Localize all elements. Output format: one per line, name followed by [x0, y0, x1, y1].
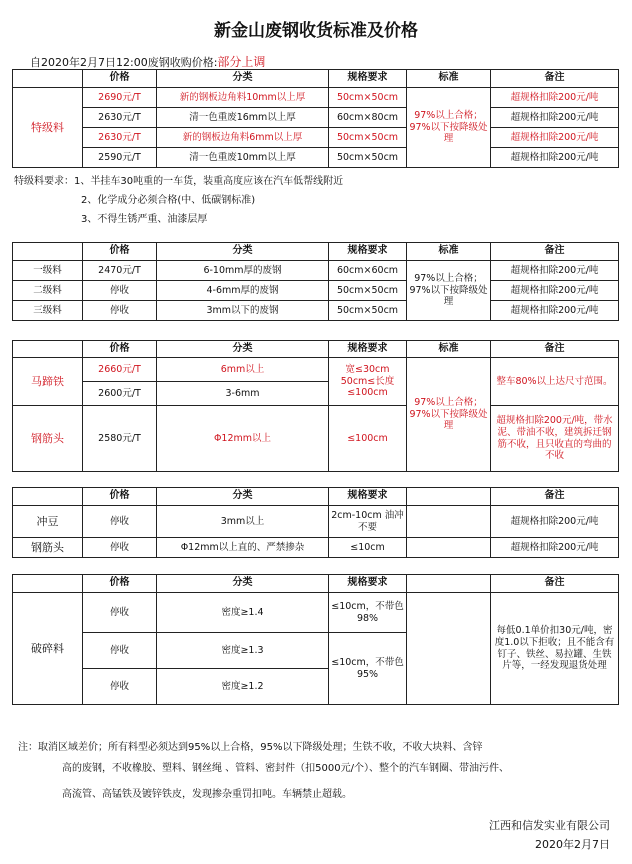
- header-remark: 备注: [491, 243, 619, 261]
- header-category: 分类: [157, 70, 329, 88]
- blank-cell: [407, 593, 491, 705]
- price-cell: 2600元/T: [83, 382, 157, 406]
- header-remark: 备注: [491, 341, 619, 358]
- header-blank: [13, 575, 83, 593]
- remark-cell: 超规格扣除200元/吨: [491, 281, 619, 301]
- standard-cell: 97%以上合格；97%以下按降级处理: [407, 88, 491, 168]
- category-cell: 钢筋头: [13, 406, 83, 472]
- price-cell: 2690元/T: [83, 88, 157, 108]
- price-cell: 2660元/T: [83, 358, 157, 382]
- shredded-table: [12, 574, 619, 705]
- premium-grade-table: [12, 69, 619, 168]
- spec-cell: 60cm×80cm: [329, 108, 407, 128]
- price-date-prefix: 自2020年2月7日12:00废钢收购价格:: [30, 56, 218, 69]
- price-cell: 停收: [83, 669, 157, 705]
- desc-cell: 密度≥1.3: [157, 633, 329, 669]
- spec-cell: 50cm×50cm: [329, 88, 407, 108]
- punching-table: [12, 487, 619, 558]
- desc-cell: 清一色重废16mm以上厚: [157, 108, 329, 128]
- price-date-line: [30, 53, 265, 70]
- price-cell: 2590元/T: [83, 148, 157, 168]
- header-standard: 标准: [407, 70, 491, 88]
- header-price: 价格: [83, 575, 157, 593]
- header-standard: 标准: [407, 341, 491, 358]
- desc-cell: 4-6mm厚的废钢: [157, 281, 329, 301]
- price-cell: 停收: [83, 538, 157, 558]
- desc-cell: 6mm以上: [157, 358, 329, 382]
- requirement-item: 2、化学成分必须合格(中、低碳钢标准): [81, 195, 256, 206]
- header-category: 分类: [157, 341, 329, 358]
- desc-cell: Φ12mm以上直的、严禁掺杂: [157, 538, 329, 558]
- price-cell: 停收: [83, 301, 157, 321]
- spec-cell: 50cm×50cm: [329, 301, 407, 321]
- remark-cell: 超规格扣除200元/吨: [491, 128, 619, 148]
- desc-cell: 3-6mm: [157, 382, 329, 406]
- price-cell: 2470元/T: [83, 261, 157, 281]
- header-spec: 规格要求: [329, 341, 407, 358]
- spec-cell: 2cm-10cm 油冲不要: [329, 506, 407, 538]
- price-cell: 停收: [83, 281, 157, 301]
- remark-cell: 超规格扣除200元/吨: [491, 301, 619, 321]
- header-spec: 规格要求: [329, 488, 407, 506]
- category-cell: 三级料: [13, 301, 83, 321]
- remark-cell: 每低0.1单价扣30元/吨，密度1.0以下拒收；且不能含有钉子、铁丝、易拉罐、生铁片等，一经发现退货处理: [491, 593, 619, 705]
- category-cell: 二级料: [13, 281, 83, 301]
- spec-cell: 60cm×60cm: [329, 261, 407, 281]
- header-blank: [13, 488, 83, 506]
- category-cell: 一级料: [13, 261, 83, 281]
- header-blank: [13, 341, 83, 358]
- remark-cell: 超规格扣除200元/吨，带水泥、带油不收，建筑拆迁钢筋不收，且只收直的弯曲的不收: [491, 406, 619, 472]
- header-spec: 规格要求: [329, 575, 407, 593]
- requirement-item: 1、半挂车30吨重的一车货，装重高度应该在汽车低帮线附近: [74, 176, 344, 187]
- header-blank: [13, 243, 83, 261]
- header-spec: 规格要求: [329, 70, 407, 88]
- grade-table: [12, 242, 619, 321]
- price-cell: 停收: [83, 506, 157, 538]
- remark-cell: 超规格扣除200元/吨: [491, 506, 619, 538]
- desc-cell: 新的钢板边角料10mm以上厚: [157, 88, 329, 108]
- remark-cell: 超规格扣除200元/吨: [491, 148, 619, 168]
- header-blank: [407, 488, 491, 506]
- price-cell: 停收: [83, 633, 157, 669]
- desc-cell: 密度≥1.4: [157, 593, 329, 633]
- header-standard: 标准: [407, 243, 491, 261]
- issue-date: 2020年2月7日: [535, 838, 610, 851]
- requirement-item: 3、不得生锈严重、油漆层厚: [81, 214, 208, 225]
- header-category: 分类: [157, 243, 329, 261]
- spec-cell: ≤10cm，不带色95%: [329, 633, 407, 705]
- spec-cell: ≤10cm: [329, 538, 407, 558]
- spec-cell: 50cm×50cm: [329, 281, 407, 301]
- spec-cell: ≤100cm: [329, 406, 407, 472]
- category-cell: 特级料: [13, 88, 83, 168]
- spec-cell: 宽≤30cm 50cm≤长度≤100cm: [329, 358, 407, 406]
- desc-cell: 新的钢板边角料6mm以上厚: [157, 128, 329, 148]
- remark-cell: 超规格扣除200元/吨: [491, 261, 619, 281]
- footnote-line-1: 注：取消区域差价；所有料型必须达到95%以上合格，95%以下降级处理；生铁不收，不收大块料、含锌: [18, 742, 483, 753]
- special-requirements: [14, 172, 343, 229]
- category-cell: 破碎料: [13, 593, 83, 705]
- header-remark: 备注: [491, 575, 619, 593]
- header-price: 价格: [83, 488, 157, 506]
- company-name: 江西和信发实业有限公司: [489, 819, 610, 832]
- remark-cell: 整车80%以上达尺寸范围。: [491, 358, 619, 406]
- desc-cell: 3mm以上: [157, 506, 329, 538]
- standard-cell: 97%以上合格；97%以下按降级处理: [407, 358, 491, 472]
- header-category: 分类: [157, 575, 329, 593]
- price-cell: 2580元/T: [83, 406, 157, 472]
- price-adjust-note: 部分上调: [217, 55, 266, 69]
- desc-cell: 3mm以下的废钢: [157, 301, 329, 321]
- standard-cell: 97%以上合格；97%以下按降级处理: [407, 261, 491, 321]
- header-spec: 规格要求: [329, 243, 407, 261]
- page-title: 新金山废钢收货标准及价格: [214, 21, 418, 41]
- footnote-line-2: 高的废钢，不收橡胶、塑料、钢丝绳 、管料、密封件（扣5000元/个）、整个的汽车钢圈、带油污件、: [62, 763, 509, 774]
- price-cell: 2630元/T: [83, 128, 157, 148]
- header-price: 价格: [83, 243, 157, 261]
- desc-cell: Φ12mm以上: [157, 406, 329, 472]
- spec-cell: 50cm×50cm: [329, 148, 407, 168]
- blank-cell: [407, 538, 491, 558]
- desc-cell: 密度≥1.2: [157, 669, 329, 705]
- header-price: 价格: [83, 70, 157, 88]
- category-cell: 钢筋头: [13, 538, 83, 558]
- remark-cell: 超规格扣除200元/吨: [491, 88, 619, 108]
- header-blank: [13, 70, 83, 88]
- spec-cell: 50cm×50cm: [329, 128, 407, 148]
- blank-cell: [407, 506, 491, 538]
- horseshoe-rebar-table: [12, 340, 619, 472]
- price-cell: 2630元/T: [83, 108, 157, 128]
- header-blank: [407, 575, 491, 593]
- price-cell: 停收: [83, 593, 157, 633]
- header-price: 价格: [83, 341, 157, 358]
- category-cell: 马蹄铁: [13, 358, 83, 406]
- header-remark: 备注: [491, 488, 619, 506]
- spec-cell: ≤10cm，不带色98%: [329, 593, 407, 633]
- desc-cell: 清一色重废10mm以上厚: [157, 148, 329, 168]
- remark-cell: 超规格扣除200元/吨: [491, 108, 619, 128]
- desc-cell: 6-10mm厚的废钢: [157, 261, 329, 281]
- requirements-label: 特级料要求：: [14, 176, 74, 187]
- remark-cell: 超规格扣除200元/吨: [491, 538, 619, 558]
- header-remark: 备注: [491, 70, 619, 88]
- footnote-line-3: 高流管、高锰铁及镀锌铁皮，发现掺杂重罚扣吨。车辆禁止超载。: [62, 789, 352, 800]
- header-category: 分类: [157, 488, 329, 506]
- category-cell: 冲豆: [13, 506, 83, 538]
